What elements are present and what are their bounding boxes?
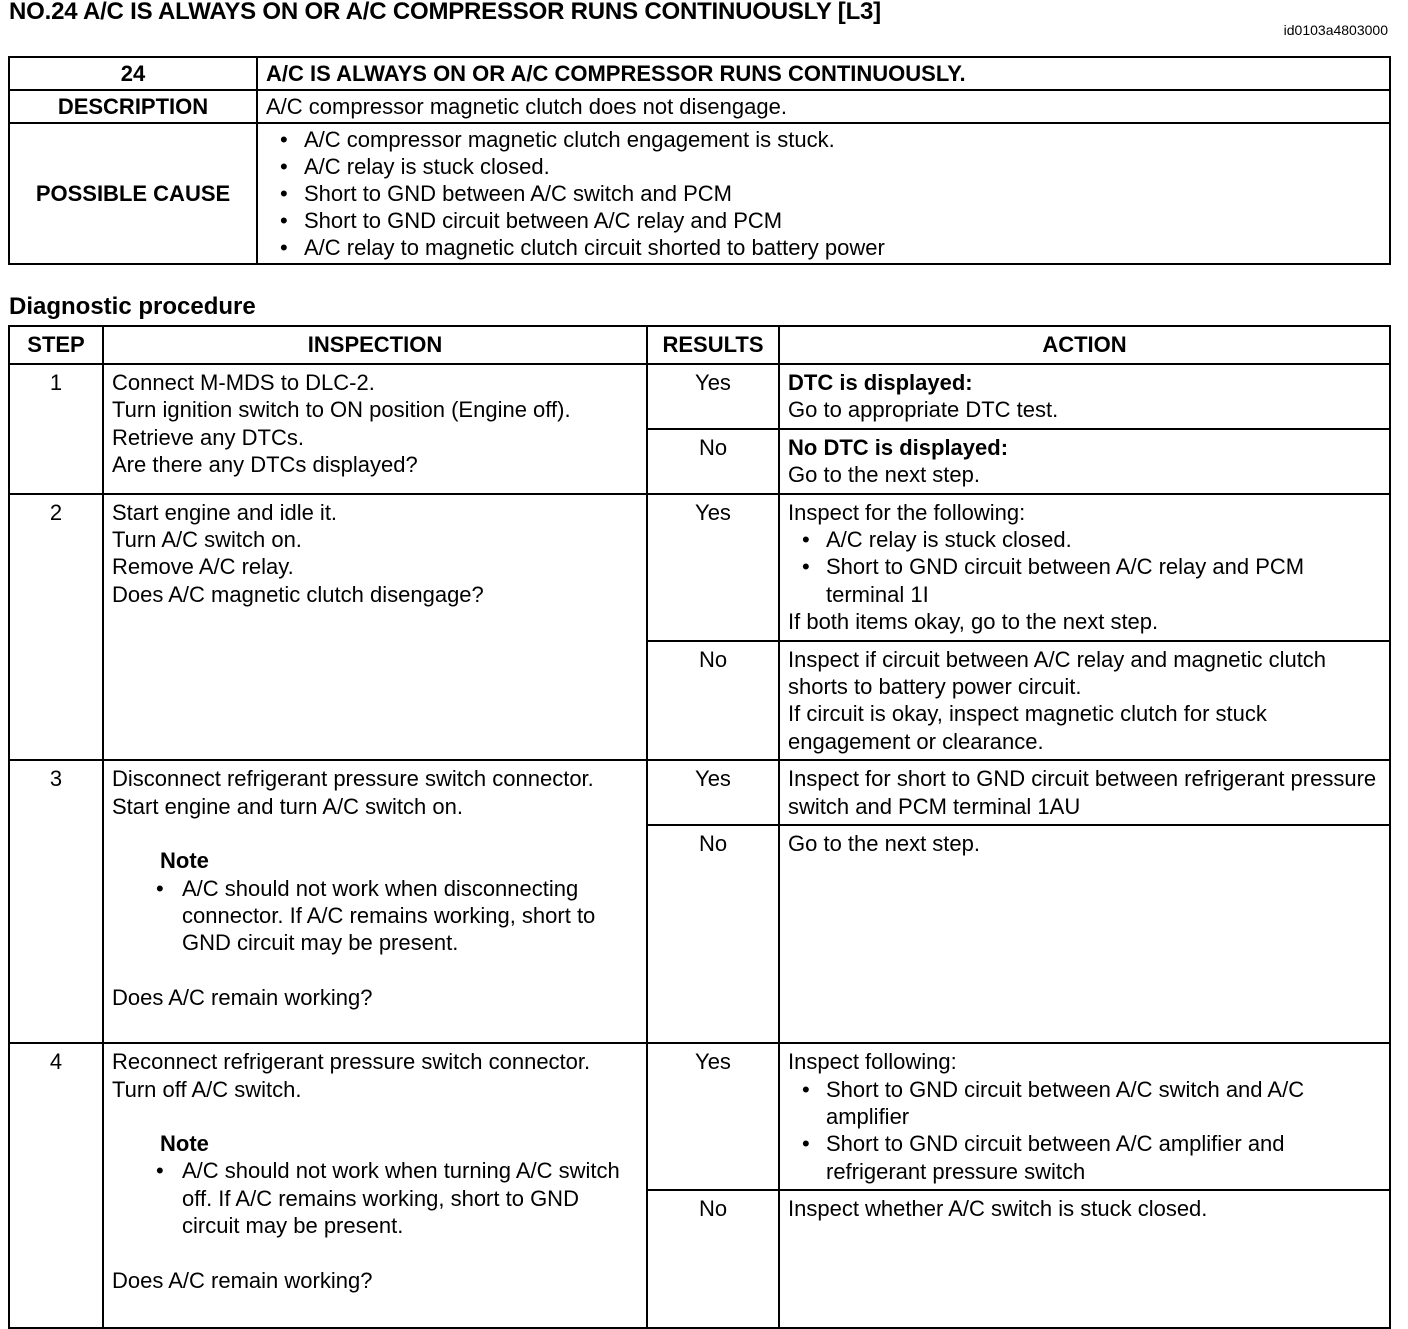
result-no: No: [647, 1190, 779, 1328]
action-heading: DTC is displayed:: [788, 370, 973, 395]
page-title: NO.24 A/C IS ALWAYS ON OR A/C COMPRESSOR RUNS CONTINUOUSLY [L3]: [9, 0, 881, 25]
inspection-line: Disconnect refrigerant pressure switch connector.: [112, 766, 594, 792]
table-row: [9, 364, 1390, 429]
inspection-line: Turn ignition switch to ON position (Engine off).: [112, 397, 571, 423]
action-cell: [779, 494, 1390, 641]
result-no: No: [647, 825, 779, 1043]
result-yes: Yes: [647, 1043, 779, 1190]
inspection-question: Does A/C remain working?: [112, 1267, 373, 1293]
inspection-line: Retrieve any DTCs.: [112, 424, 304, 450]
table-row: [9, 1043, 1390, 1190]
result-yes: Yes: [647, 760, 779, 825]
note-label: Note: [160, 1130, 209, 1156]
result-no: No: [647, 641, 779, 761]
action-text: Inspect for short to GND circuit between refrigerant pressure switch and PCM terminal 1AU: [788, 766, 1377, 819]
action-text: Inspect if circuit between A/C relay and magnetic clutch shorts to battery power circuit.: [788, 646, 1327, 700]
action-text: Go to the next step.: [788, 462, 981, 488]
step-number: 1: [9, 364, 103, 494]
summary-heading: A/C IS ALWAYS ON OR A/C COMPRESSOR RUNS CONTINUOUSLY.: [257, 57, 1390, 90]
description-label: DESCRIPTION: [9, 90, 257, 123]
column-header-action: ACTION: [779, 326, 1390, 364]
action-cell: [779, 641, 1390, 761]
possible-cause-list: [257, 123, 1390, 264]
action-cell: [779, 429, 1390, 494]
inspection-cell: [103, 494, 647, 761]
inspection-line: Turn off A/C switch.: [112, 1076, 302, 1102]
note-label: Note: [160, 848, 209, 874]
result-yes: Yes: [647, 494, 779, 641]
summary-table: [8, 56, 1391, 265]
action-text: Inspect for the following:: [788, 499, 1026, 525]
step-number: 3: [9, 760, 103, 1043]
action-cell: [779, 760, 1390, 825]
action-cell: [779, 1190, 1390, 1328]
action-cell: [779, 364, 1390, 429]
cause-item: • A/C compressor magnetic clutch engagement is stuck.: [266, 126, 1381, 153]
inspection-line: Reconnect refrigerant pressure switch connector.: [112, 1049, 591, 1075]
summary-number: 24: [9, 57, 257, 90]
action-bullet: • Short to GND circuit between A/C relay and PCM terminal 1I: [788, 553, 1381, 608]
action-bullet: • Short to GND circuit between A/C amplifier and refrigerant pressure switch: [788, 1130, 1381, 1185]
inspection-line: Remove A/C relay.: [112, 554, 294, 580]
action-text: Go to appropriate DTC test.: [788, 397, 1059, 423]
action-text: Inspect whether A/C switch is stuck closed.: [788, 1196, 1208, 1222]
inspection-line: Does A/C magnetic clutch disengage?: [112, 581, 484, 607]
cause-item: • A/C relay is stuck closed.: [266, 153, 1381, 180]
action-text: If both items okay, go to the next step.: [788, 609, 1159, 635]
document-id: id0103a4803000: [1283, 22, 1388, 38]
note-text: • A/C should not work when disconnecting connector. If A/C remains working, short to GND circuit may be present.: [112, 875, 638, 957]
inspection-question: Does A/C remain working?: [112, 984, 373, 1010]
cause-item: • Short to GND circuit between A/C relay and PCM: [266, 207, 1381, 234]
inspection-line: Start engine and turn A/C switch on.: [112, 793, 463, 819]
result-yes: Yes: [647, 364, 779, 429]
cause-item: • A/C relay to magnetic clutch circuit shorted to battery power: [266, 234, 1381, 261]
action-text: If circuit is okay, inspect magnetic clutch for stuck engagement or clearance.: [788, 701, 1267, 754]
description-text: A/C compressor magnetic clutch does not disengage.: [257, 90, 1390, 123]
table-row: [9, 760, 1390, 825]
inspection-line: Are there any DTCs displayed?: [112, 452, 418, 478]
inspection-cell: [103, 760, 647, 1043]
column-header-step: STEP: [9, 326, 103, 364]
action-text: Go to the next step.: [788, 831, 981, 857]
action-cell: [779, 1043, 1390, 1190]
result-no: No: [647, 429, 779, 494]
step-number: 2: [9, 494, 103, 761]
action-text: Inspect following:: [788, 1049, 957, 1075]
action-bullet: • Short to GND circuit between A/C switch and A/C amplifier: [788, 1076, 1381, 1131]
action-bullet: • A/C relay is stuck closed.: [788, 526, 1381, 553]
section-title: Diagnostic procedure: [9, 293, 256, 320]
action-cell: [779, 825, 1390, 1043]
action-heading: No DTC is displayed:: [788, 434, 1009, 460]
inspection-cell: [103, 364, 647, 494]
column-header-results: RESULTS: [647, 326, 779, 364]
possible-cause-label: POSSIBLE CAUSE: [9, 123, 257, 264]
inspection-cell: [103, 1043, 647, 1328]
table-row: [9, 494, 1390, 641]
note-text: • A/C should not work when turning A/C switch off. If A/C remains working, short to GND circuit may be present.: [112, 1157, 638, 1239]
inspection-line: Turn A/C switch on.: [112, 527, 302, 553]
column-header-inspection: INSPECTION: [103, 326, 647, 364]
inspection-line: Start engine and idle it.: [112, 499, 338, 525]
cause-item: • Short to GND between A/C switch and PCM: [266, 180, 1381, 207]
diagnostic-procedure-table: [8, 325, 1391, 1329]
step-number: 4: [9, 1043, 103, 1328]
inspection-line: Connect M-MDS to DLC-2.: [112, 370, 375, 395]
